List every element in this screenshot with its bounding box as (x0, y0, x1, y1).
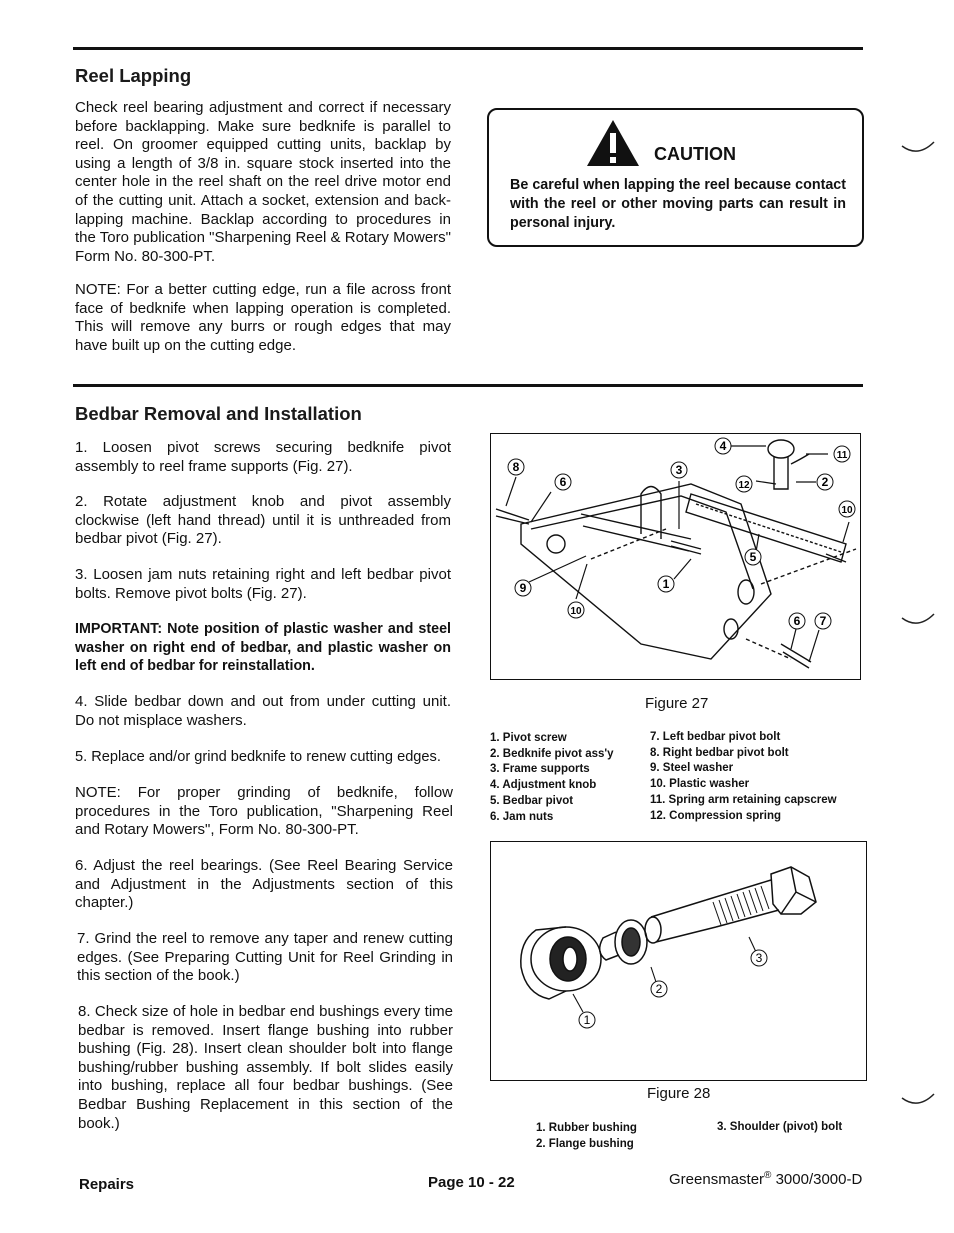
figure-28-caption: Figure 28 (647, 1085, 711, 1102)
callout-10-left (568, 602, 584, 618)
svg-text:8: 8 (512, 460, 520, 474)
legend-item: 9. Steel washer (650, 762, 734, 775)
section-rule (73, 384, 863, 387)
bedbar-step-6: 6. Adjust the reel bearings. (See Reel Bearing Service and Adjustment in the Adjustments section of this chapter.) (75, 857, 453, 912)
legend-item: 5. Bedbar pivot (490, 794, 574, 807)
bedbar-step-8: 8. Check size of hole in bedbar end bushings every time bedbar is removed. Insert flange bushing into rubber bushing (Fig. 28). Insert clean shoulder bolt into flange bushing/rubber bushing assembly. If bolt slides easily into bushing, replace all four bedbar bushings. (See Bedbar Bushing Replacement in this section of the book.) (78, 1003, 453, 1132)
svg-text:3: 3 (675, 463, 683, 477)
caution-text: Be careful when lapping the reel because contact with the reel or other moving parts can result in personal injury. (510, 177, 846, 231)
warning-triangle-icon (585, 118, 641, 168)
bedbar-step-5: 5. Replace and/or grind bedknife to renew cutting edges. (75, 749, 441, 765)
bedbar-step-1: 1. Loosen pivot screws securing bedknife pivot assembly to reel frame supports (Fig. 27). (75, 439, 451, 475)
figure-28-illustration (491, 842, 865, 1079)
bedbar-step-4: 4. Slide bedbar down and out from under cutting unit. Do not misplace washers. (75, 693, 451, 729)
svg-text:6: 6 (793, 614, 801, 628)
bedbar-step-2: 2. Rotate adjustment knob and pivot assembly clockwise (left hand thread) until it is unthreaded from bedbar pivot (Fig. 27). (75, 493, 451, 548)
bedbar-step-3: 3. Loosen jam nuts retaining right and left bedbar pivot bolts. Remove pivot bolts (Fig. 27). (75, 566, 451, 602)
callout-8 (508, 459, 524, 475)
footer-product (669, 1170, 862, 1188)
svg-text:4: 4 (719, 439, 727, 453)
bedbar-heading: Bedbar Removal and Installation (75, 403, 362, 424)
registered-mark: ® (764, 1170, 772, 1181)
reel-lapping-note: NOTE: For a better cutting edge, run a file across front face of bedknife when lapping operation is completed. This will remove any burrs or rough edges that may have built up on the cutting edge. (75, 281, 451, 354)
legend-item: 2. Bedknife pivot ass'y (490, 747, 614, 760)
svg-text:2: 2 (821, 475, 829, 489)
figure-27-illustration (491, 434, 859, 678)
fig28-callout-2 (651, 981, 667, 997)
svg-text:7: 7 (819, 614, 827, 628)
callout-6 (555, 474, 571, 490)
figure-27-legend-left (490, 731, 614, 825)
bedbar-important: IMPORTANT: Note position of plastic washer and steel washer on right end of bedbar, and plastic washer on left end of bedbar for reinstallation. (75, 621, 451, 675)
callout-9 (515, 580, 531, 596)
svg-text:9: 9 (519, 581, 527, 595)
legend-item: 3. Shoulder (pivot) bolt (717, 1121, 843, 1133)
legend-item: 1. Rubber bushing (536, 1122, 637, 1134)
legend-item: 4. Adjustment knob (490, 779, 597, 792)
footer-brand: Greensmaster (669, 1171, 765, 1188)
binding-mark (900, 1090, 936, 1110)
callout-1 (658, 576, 674, 592)
top-rule (73, 47, 863, 50)
legend-item: 12. Compression spring (650, 809, 782, 822)
svg-text:3: 3 (755, 951, 763, 965)
svg-text:10: 10 (570, 606, 582, 617)
footer-section: Repairs (79, 1176, 135, 1193)
footer-page-number: Page 10 - 22 (428, 1174, 515, 1191)
legend-item: 3. Frame supports (490, 763, 590, 776)
callout-12 (736, 476, 752, 492)
callout-4 (715, 438, 731, 454)
legend-item: 1. Pivot screw (490, 732, 567, 744)
figure-27-legend-right (650, 730, 837, 824)
footer-model: 3000/3000-D (771, 1171, 863, 1188)
callout-7 (815, 613, 831, 629)
figure-28-legend-left (536, 1121, 637, 1152)
figure-28-legend-right (717, 1120, 842, 1136)
callout-10-right (839, 501, 855, 517)
svg-text:11: 11 (836, 450, 848, 461)
reel-lapping-para-1: Check reel bearing adjustment and correct if necessary before backlapping. Make sure bedknife is parallel to reel. On groomer equipped cutting units, backlap by using a length of 3/8 in. square stock inserted into the center hole in the reel shaft on the reel drive motor end of the cutting unit. Attach a socket, extension and back-lapping machine. Backlap according to procedures in the Toro publication "Sharpening Reel & Rotary Mowers" Form No. 80-300-PT. (75, 99, 451, 265)
callout-6-right (789, 613, 805, 629)
svg-text:1: 1 (583, 1013, 591, 1027)
legend-item: 6. Jam nuts (490, 810, 554, 823)
legend-item: 8. Right bedbar pivot bolt (650, 746, 789, 759)
binding-mark (900, 138, 936, 158)
legend-item: 7. Left bedbar pivot bolt (650, 731, 781, 743)
callout-5 (745, 549, 761, 565)
fig28-callout-3 (751, 950, 767, 966)
figure-28-box (490, 841, 867, 1081)
svg-text:2: 2 (655, 982, 663, 996)
callout-2 (817, 474, 833, 490)
legend-item: 10. Plastic washer (650, 778, 750, 791)
fig28-callout-1 (579, 1012, 595, 1028)
svg-text:1: 1 (662, 577, 670, 591)
reel-lapping-heading: Reel Lapping (75, 65, 192, 86)
figure-27-caption: Figure 27 (645, 695, 709, 712)
legend-item: 11. Spring arm retaining capscrew (650, 793, 837, 806)
legend-item: 2. Flange bushing (536, 1137, 634, 1150)
caution-title: CAUTION (654, 144, 736, 164)
figure-27-box (490, 433, 861, 680)
svg-text:12: 12 (738, 480, 750, 491)
svg-text:5: 5 (749, 550, 757, 564)
bedbar-note: NOTE: For proper grinding of bedknife, follow procedures in the Toro publication, "Sharpening Reel and Rotary Mowers", Form No. 80-300-PT. (75, 784, 453, 839)
callout-3 (671, 462, 687, 478)
binding-mark (900, 610, 936, 630)
svg-text:10: 10 (841, 505, 853, 516)
bedbar-step-7: 7. Grind the reel to remove any taper and renew cutting edges. (See Preparing Cutting Unit for Reel Grinding in this section of the book.) (77, 930, 453, 985)
svg-text:6: 6 (559, 475, 567, 489)
callout-11 (834, 446, 850, 462)
